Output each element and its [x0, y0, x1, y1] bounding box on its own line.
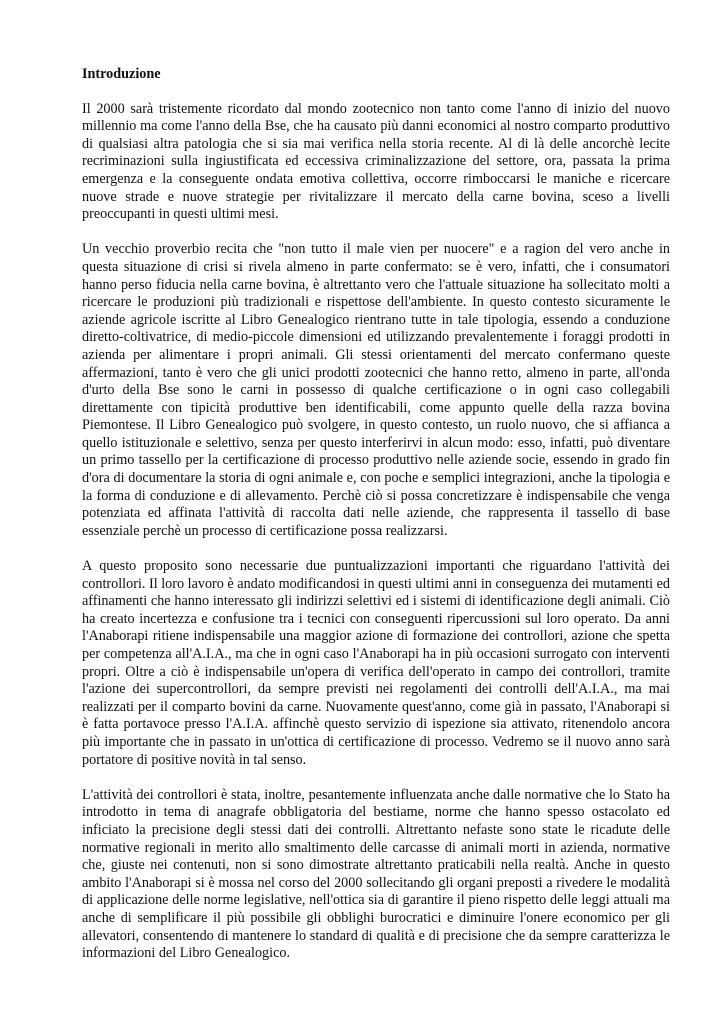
document-page — [82, 66, 670, 980]
paragraph-1: Il 2000 sarà tristemente ricordato dal mondo zootecnico non tanto come l'anno di inizio del nuovo millennio ma come l'anno della Bse, che ha causato più danni economici al nostro comparto produttivo di qualsiasi altra patologia che si sia mai verifica nella storia recente. Al di là delle ancorchè lecite recriminazioni sulla ingiustificata ed eccessiva criminalizzazione del settore, ora, passata la prima emergenza e la conseguente ondata emotiva collettiva, occorre rimboccarsi le maniche e ricercare nuove strade e nuove strategie per rivitalizzare il mercato della carne bovina, sceso a livelli preoccupanti in questi ultimi mesi. — [82, 100, 670, 223]
paragraph-2: Un vecchio proverbio recita che "non tutto il male vien per nuocere" e a ragion del vero anche in questa situazione di crisi si rivela almeno in parte confermato: se è vero, infatti, che i consumatori hanno perso fiducia nella carne bovina, è altrettanto vero che l'attuale situazione ha sollecitato molti a ricercare le produzioni più tradizionali e rispettose dell'ambiente. In questo contesto sicuramente le aziende agricole iscritte al Libro Genealogico rientrano tutte in tale tipologia, essendo a conduzione diretto-coltivatrice, di medio-piccole dimensioni ed utilizzando prevalentemente i foraggi prodotti in azienda per alimentare i propri animali. Gli stessi orientamenti del mercato confermano queste affermazioni, tanto è vero che gli unici prodotti zootecnici che hanno retto, almeno in parte, all'onda d'urto della Bse sono le carni in possesso di qualche certificazione o in ogni caso collegabili direttamente con tipicità produttive ben identificabili, come appunto quelle della razza bovina Piemontese. Il Libro Genealogico può svolgere, in questo contesto, un ruolo nuovo, che si affianca a quello istituzionale e selettivo, senza per questo interferirvi in alcun modo: esso, infatti, può diventare un primo tassello per la certificazione di processo produttivo nelle aziende socie, essendo in grado fin d'ora di documentare la storia di ogni animale e, con poche e semplici integrazioni, anche la tipologia e la forma di conduzione e di allevamento. Perchè ciò si possa concretizzare è indispensabile che venga potenziata ed affinata l'attività di raccolta dati nelle aziende, che rappresenta il tassello di base essenziale perchè un processo di certificazione possa realizzarsi. — [82, 241, 670, 539]
paragraph-3: A questo proposito sono necessarie due puntualizzazioni importanti che riguardano l'attività dei controllori. Il loro lavoro è andato modificandosi in questi ultimi anni in conseguenza dei mutamenti ed affinamenti che hanno interessato gli indirizzi selettivi ed i sistemi di identificazione degli animali. Ciò ha creato incertezza e confusione tra i tecnici con conseguenti ripercussioni sul loro operato. Da anni l'Anaborapi ritiene indispensabile una maggior azione di formazione dei controllori, azione che spetta per competenza all'A.I.A., ma che in ogni caso l'Anaborapi ha in più occasioni surrogato con interventi propri. Oltre a ciò è indispensabile un'opera di verifica dell'operato in campo dei controllori, tramite l'azione dei supercontrollori, da sempre previsti nei regolamenti dei controlli dell'A.I.A., ma mai realizzati per il comparto bovini da carne. Nuovamente quest'anno, come già in passato, l'Anaborapi si è fatta portavoce presso l'A.I.A. affinchè questo servizio di ispezione sia attivato, ritenendolo ancora più importante che in passato in un'ottica di certificazione di processo. Vedremo se il nuovo anno sarà portatore di positive novità in tal senso. — [82, 558, 670, 768]
paragraph-4: L'attività dei controllori è stata, inoltre, pesantemente influenzata anche dalle normative che lo Stato ha introdotto in tema di anagrafe obbligatoria del bestiame, norme che hanno spesso ostacolato ed inficiato la precisione degli stessi dati dei controlli. Altrettanto nefaste sono state le ricadute delle normative regionali in merito allo smaltimento delle carcasse di animali morti in azienda, normative che, giuste nei contenuti, non si sono dimostrate altrettanto praticabili nella realtà. Anche in questo ambito l'Anaborapi si è mossa nel corso del 2000 sollecitando gli organi preposti a rivedere le modalità di applicazione delle norme legislative, nell'ottica sia di garantire il pieno rispetto delle leggi attuali ma anche di semplificare il più possibile gli obblighi burocratici e diminuire l'onere economico per gli allevatori, consentendo di mantenere lo standard di qualità e di precisione che da sempre caratterizza le informazioni del Libro Genealogico. — [82, 786, 670, 962]
document-title: Introduzione — [82, 66, 161, 82]
